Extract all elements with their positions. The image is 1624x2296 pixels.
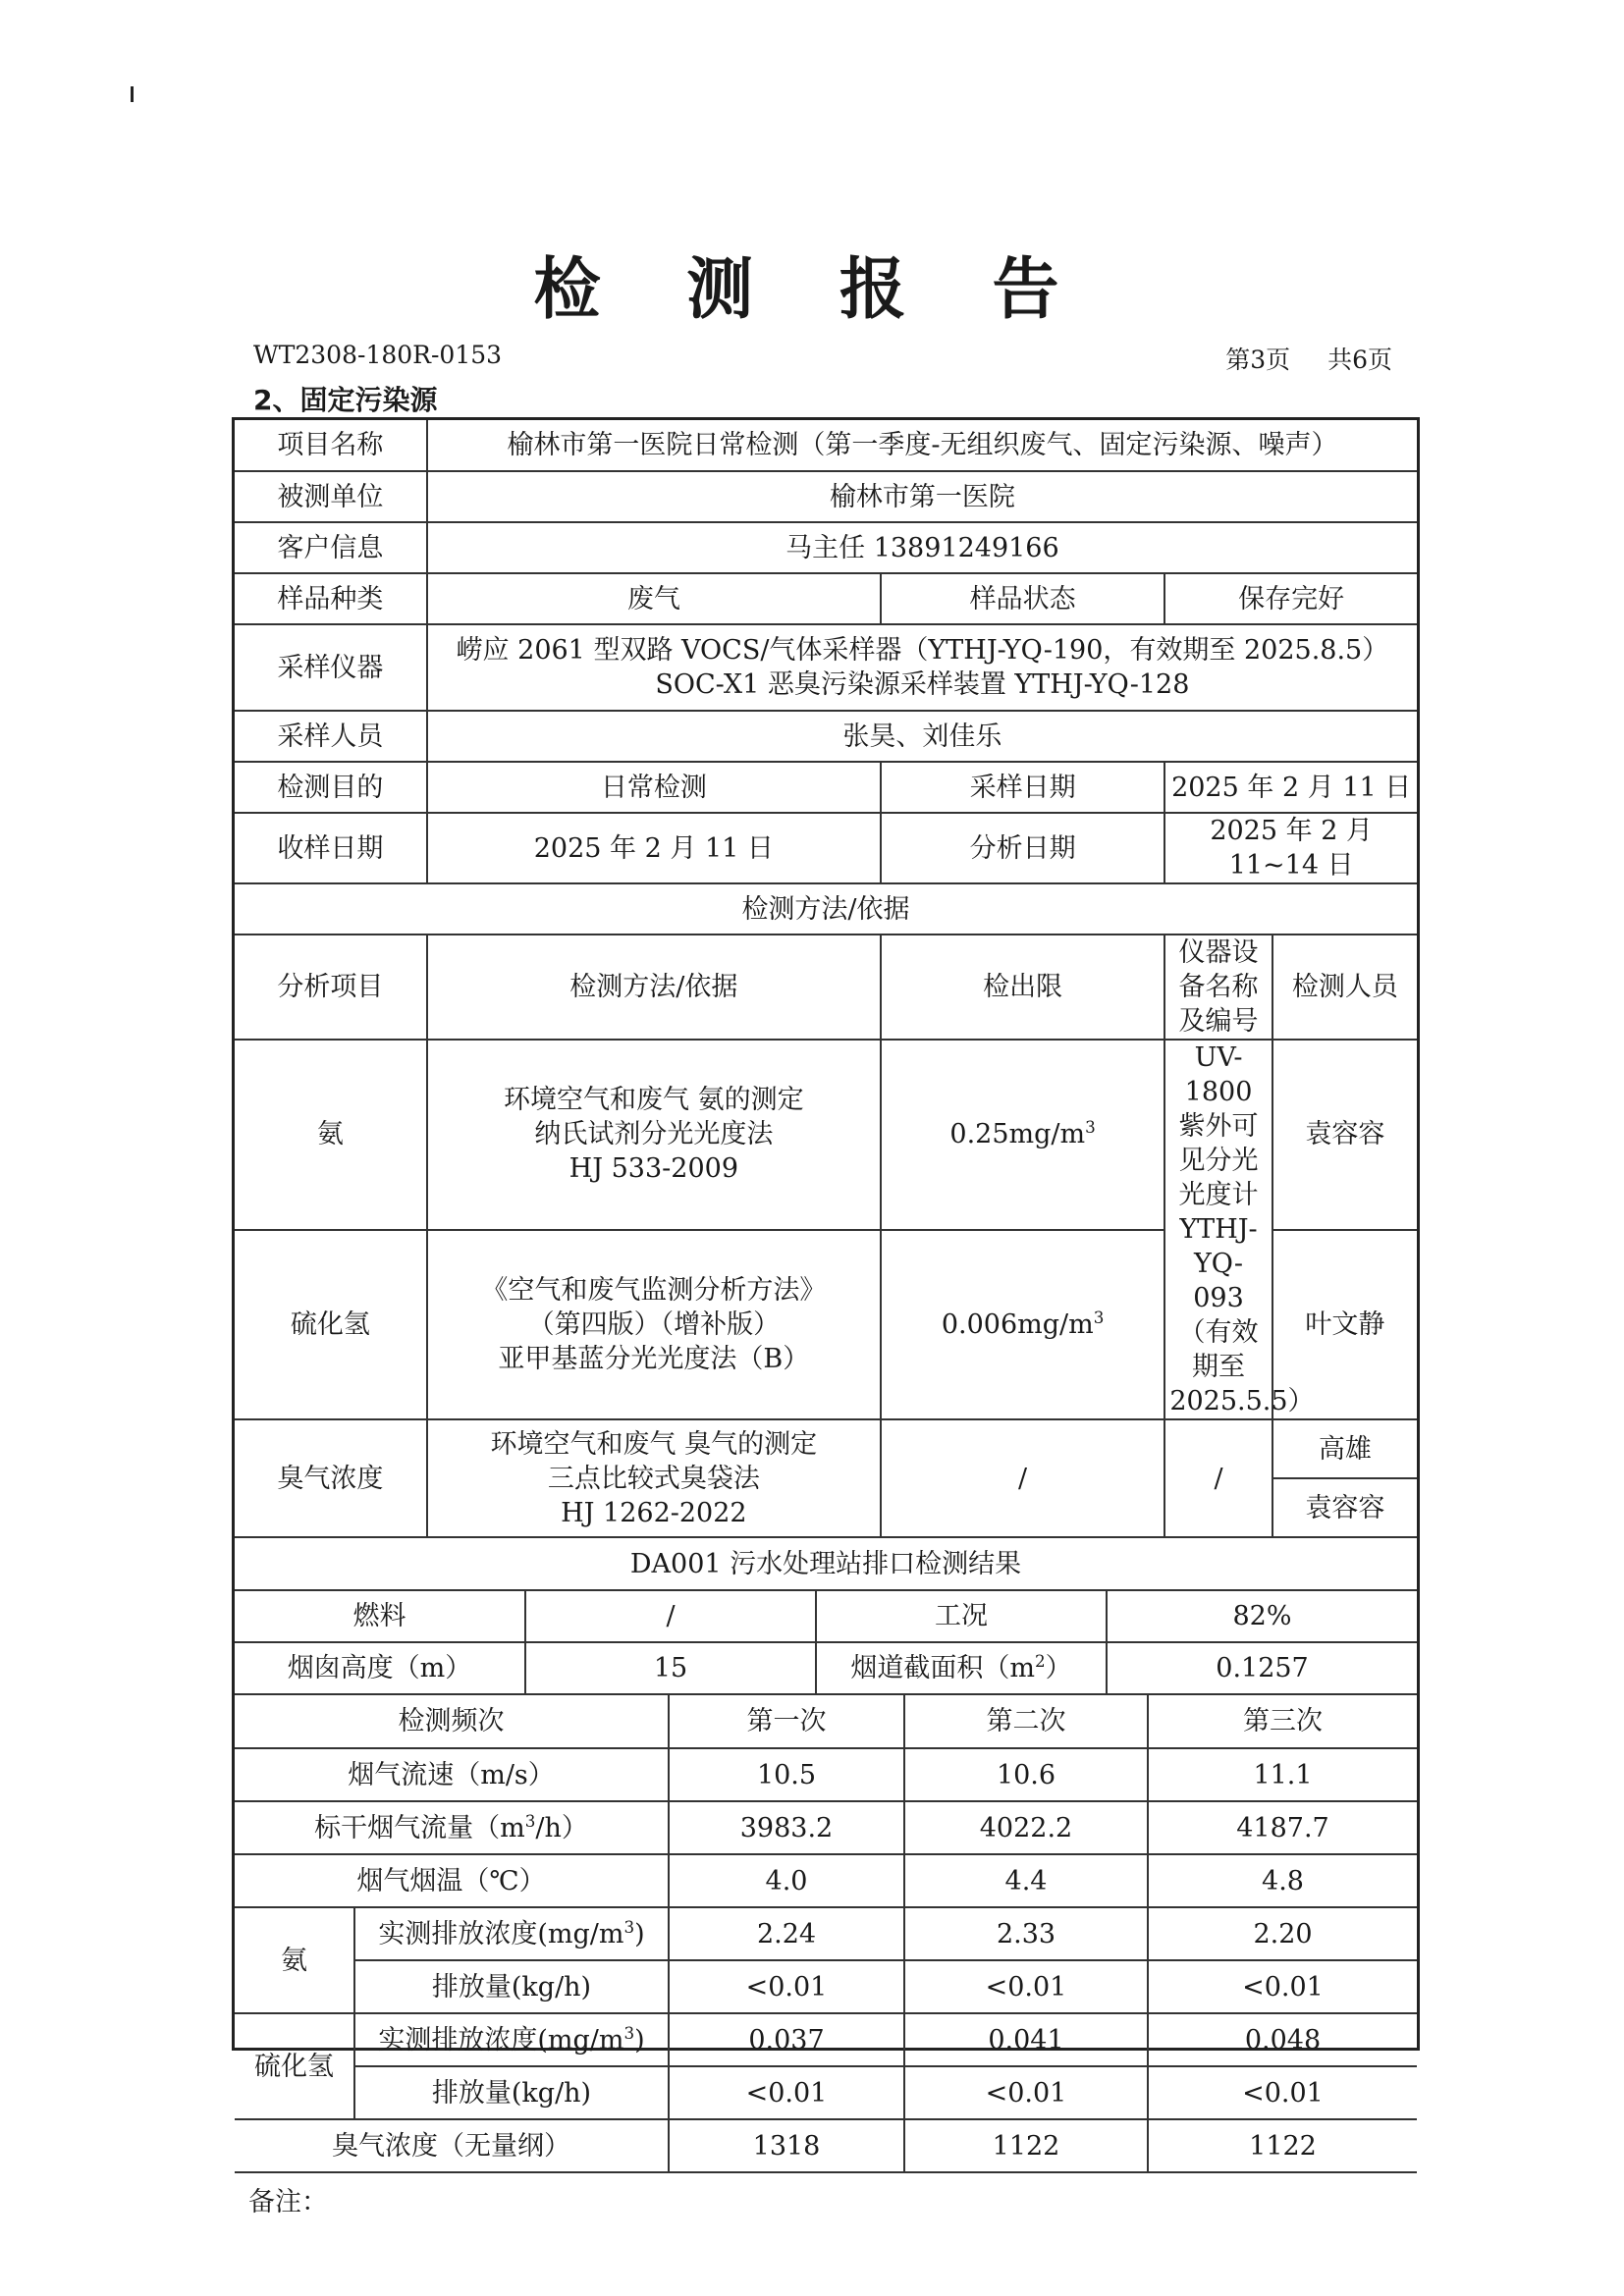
method-nh3-line-3: HJ 533-2009 bbox=[568, 1153, 738, 1185]
project-label: 项目名称 bbox=[235, 420, 427, 471]
instrument-line-2: SOC-X1 恶臭污染源采样装置 YTHJ-YQ-128 bbox=[655, 669, 1190, 700]
dates-row bbox=[235, 813, 1417, 883]
method-basis-h2s bbox=[427, 1230, 881, 1420]
flow-label bbox=[235, 1801, 669, 1854]
run-1-header: 第一次 bbox=[669, 1695, 904, 1748]
method-odor-line-3: HJ 1262-2022 bbox=[561, 1497, 747, 1528]
report-number: WT2308-180R-0153 bbox=[253, 341, 503, 369]
person-h2s: 叶文静 bbox=[1272, 1230, 1417, 1420]
document-title: 检 测 报 告 bbox=[533, 251, 1091, 329]
method-h2s-line-1: 《空气和废气监测分析方法》 bbox=[481, 1274, 827, 1306]
header-person: 检测人员 bbox=[1272, 934, 1417, 1040]
duct-area-label bbox=[816, 1642, 1107, 1694]
project-row bbox=[235, 420, 1417, 471]
h2s-rate-2: <0.01 bbox=[904, 2066, 1148, 2119]
h2s-conc-label-text: 实测排放浓度(mg/m bbox=[378, 2024, 624, 2056]
purpose-value: 日常检测 bbox=[427, 762, 881, 813]
receive-date-value: 2025 年 2 月 11 日 bbox=[427, 813, 881, 883]
h2s-conc-3: 0.048 bbox=[1148, 2013, 1417, 2066]
instrument-label: 采样仪器 bbox=[235, 624, 427, 711]
stack-height-value: 15 bbox=[525, 1642, 816, 1694]
run-3-header: 第三次 bbox=[1148, 1695, 1417, 1748]
sampling-date-label: 采样日期 bbox=[881, 762, 1164, 813]
info-method-table bbox=[235, 420, 1417, 1538]
client-row bbox=[235, 522, 1417, 573]
section-heading: 2、固定污染源 bbox=[253, 384, 438, 416]
temp-3: 4.8 bbox=[1148, 1854, 1417, 1907]
odor-3: 1122 bbox=[1148, 2119, 1417, 2172]
h2s-conc-sup: 3 bbox=[623, 2022, 635, 2043]
method-item-nh3: 氨 bbox=[235, 1040, 427, 1230]
method-nh3-line-1: 环境空气和废气 氨的测定 bbox=[504, 1085, 804, 1116]
method-odor-line-2: 三点比较式臭袋法 bbox=[547, 1463, 760, 1494]
nh3-rate-label: 排放量(kg/h) bbox=[354, 1960, 669, 2013]
method-basis-nh3 bbox=[427, 1040, 881, 1230]
flow-row bbox=[235, 1801, 1417, 1854]
page-total: 共6页 bbox=[1327, 346, 1392, 374]
sample-state-label: 样品状态 bbox=[881, 573, 1164, 624]
page-number: 第3页 bbox=[1225, 346, 1291, 374]
odor-2: 1122 bbox=[904, 2119, 1148, 2172]
freq-row bbox=[235, 1695, 1417, 1748]
run-2-header: 第二次 bbox=[904, 1695, 1148, 1748]
nh3-label: 氨 bbox=[235, 1907, 354, 2013]
methods-title-row bbox=[235, 883, 1417, 934]
method-h2s-line-3: 亚甲基蓝分光光度法（B） bbox=[498, 1343, 810, 1374]
method-row-nh3 bbox=[235, 1040, 1417, 1230]
nh3-conc-3: 2.20 bbox=[1148, 1907, 1417, 1960]
analysis-date-value: 2025 年 2 月 11~14 日 bbox=[1164, 813, 1417, 883]
duct-area-value: 0.1257 bbox=[1107, 1642, 1417, 1694]
methods-header-row bbox=[235, 934, 1417, 1040]
header-item: 分析项目 bbox=[235, 934, 427, 1040]
equipment-line-4: （有效期至 bbox=[1178, 1317, 1259, 1382]
nh3-rate-1: <0.01 bbox=[669, 1960, 904, 2013]
detection-limit-odor: / bbox=[881, 1419, 1164, 1537]
unit-value: 榆林市第一医院 bbox=[427, 471, 1417, 522]
duct-area-suffix: ） bbox=[1045, 1653, 1072, 1683]
method-item-odor: 臭气浓度 bbox=[235, 1419, 427, 1537]
h2s-conc-label bbox=[354, 2013, 669, 2066]
person-odor-2: 袁容容 bbox=[1272, 1478, 1417, 1537]
person-nh3: 袁容容 bbox=[1272, 1040, 1417, 1230]
header-method: 检测方法/依据 bbox=[427, 934, 881, 1040]
report-table-frame bbox=[232, 417, 1420, 2217]
detection-limit-h2s bbox=[881, 1230, 1164, 1420]
equipment-line-5: 2025.5.5） bbox=[1169, 1386, 1315, 1416]
receive-date-label: 收样日期 bbox=[235, 813, 427, 883]
flow-1: 3983.2 bbox=[669, 1801, 904, 1854]
client-label: 客户信息 bbox=[235, 522, 427, 573]
equipment-odor: / bbox=[1164, 1419, 1272, 1537]
flow-2: 4022.2 bbox=[904, 1801, 1148, 1854]
fuel-row bbox=[235, 1590, 1417, 1642]
odor-1: 1318 bbox=[669, 2119, 904, 2172]
project-value: 榆林市第一医院日常检测（第一季度-无组织废气、固定污染源、噪声） bbox=[427, 420, 1417, 471]
header-equipment bbox=[1164, 934, 1272, 1040]
h2s-conc-1: 0.037 bbox=[669, 2013, 904, 2066]
limit-nh3-value: 0.25mg/m bbox=[949, 1119, 1086, 1150]
method-basis-odor bbox=[427, 1419, 881, 1537]
client-value: 马主任 13891249166 bbox=[427, 522, 1417, 573]
detection-limit-nh3 bbox=[881, 1040, 1164, 1230]
remark-label: 备注： bbox=[235, 2172, 1417, 2231]
h2s-label: 硫化氢 bbox=[235, 2013, 354, 2119]
page-indicator bbox=[1225, 341, 1392, 376]
temp-row bbox=[235, 1854, 1417, 1907]
method-row-odor bbox=[235, 1419, 1417, 1478]
odor-row bbox=[235, 2119, 1417, 2172]
header-equipment-line-1: 仪器设备名称 bbox=[1178, 937, 1259, 1002]
sampler-row bbox=[235, 711, 1417, 762]
results-title: DA001 污水处理站排口检测结果 bbox=[235, 1538, 1417, 1590]
h2s-rate-row bbox=[235, 2066, 1417, 2119]
nh3-rate-2: <0.01 bbox=[904, 1960, 1148, 2013]
header-equipment-line-2: 及编号 bbox=[1178, 1006, 1259, 1037]
sampler-label: 采样人员 bbox=[235, 711, 427, 762]
flow-label-text: 标干烟气流量（m bbox=[314, 1812, 525, 1843]
stack-info-table bbox=[235, 1538, 1417, 1695]
fuel-label: 燃料 bbox=[235, 1590, 525, 1642]
velocity-2: 10.6 bbox=[904, 1748, 1148, 1801]
flow-suffix: /h） bbox=[535, 1812, 588, 1843]
instrument-value bbox=[427, 624, 1417, 711]
sample-state-value: 保存完好 bbox=[1164, 573, 1417, 624]
equipment-line-2: 见分光光度计 bbox=[1178, 1146, 1259, 1210]
methods-section-title: 检测方法/依据 bbox=[235, 883, 1417, 934]
temp-1: 4.0 bbox=[669, 1854, 904, 1907]
velocity-row bbox=[235, 1748, 1417, 1801]
sample-type-label: 样品种类 bbox=[235, 573, 427, 624]
limit-nh3-sup: 3 bbox=[1085, 1117, 1096, 1138]
sampler-value: 张昊、刘佳乐 bbox=[427, 711, 1417, 762]
nh3-conc-sup: 3 bbox=[623, 1916, 635, 1937]
sample-row bbox=[235, 573, 1417, 624]
purpose-label: 检测目的 bbox=[235, 762, 427, 813]
temp-2: 4.4 bbox=[904, 1854, 1148, 1907]
equipment-line-3: YTHJ-YQ-093 bbox=[1179, 1214, 1258, 1313]
flow-sup: 3 bbox=[524, 1810, 536, 1831]
flow-3: 4187.7 bbox=[1148, 1801, 1417, 1854]
limit-h2s-value: 0.006mg/m bbox=[941, 1308, 1094, 1340]
h2s-rate-label: 排放量(kg/h) bbox=[354, 2066, 669, 2119]
nh3-rate-3: <0.01 bbox=[1148, 1960, 1417, 2013]
method-nh3-line-2: 纳氏试剂分光光度法 bbox=[534, 1119, 774, 1150]
duct-area-sup: 2 bbox=[1034, 1651, 1046, 1671]
unit-label: 被测单位 bbox=[235, 471, 427, 522]
nh3-rate-row bbox=[235, 1960, 1417, 2013]
velocity-1: 10.5 bbox=[669, 1748, 904, 1801]
nh3-conc-label bbox=[354, 1907, 669, 1960]
h2s-conc-suffix: ) bbox=[634, 2024, 645, 2056]
equipment-line-1: UV-1800 紫外可 bbox=[1178, 1042, 1259, 1142]
velocity-3: 11.1 bbox=[1148, 1748, 1417, 1801]
stack-row bbox=[235, 1642, 1417, 1694]
person-odor-1: 高雄 bbox=[1272, 1419, 1417, 1478]
method-item-h2s: 硫化氢 bbox=[235, 1230, 427, 1420]
duct-area-label-text: 烟道截面积（m bbox=[850, 1653, 1035, 1683]
limit-h2s-sup: 3 bbox=[1093, 1307, 1105, 1327]
sample-type-value: 废气 bbox=[427, 573, 881, 624]
h2s-conc-row bbox=[235, 2013, 1417, 2066]
sampling-date-value: 2025 年 2 月 11 日 bbox=[1164, 762, 1417, 813]
remark-row bbox=[235, 2172, 1417, 2231]
results-table bbox=[235, 1695, 1417, 2231]
unit-row bbox=[235, 471, 1417, 522]
instrument-row bbox=[235, 624, 1417, 711]
h2s-rate-3: <0.01 bbox=[1148, 2066, 1417, 2119]
odor-label: 臭气浓度（无量纲） bbox=[235, 2119, 669, 2172]
stack-height-label: 烟囱高度（m） bbox=[235, 1642, 525, 1694]
analysis-date-label: 分析日期 bbox=[881, 813, 1164, 883]
velocity-label: 烟气流速（m/s） bbox=[235, 1748, 669, 1801]
condition-value: 82% bbox=[1107, 1590, 1417, 1642]
fuel-value: / bbox=[525, 1590, 816, 1642]
scan-mark bbox=[131, 86, 134, 102]
equipment-shared bbox=[1164, 1040, 1315, 1419]
temp-label: 烟气烟温（℃） bbox=[235, 1854, 669, 1907]
nh3-conc-label-text: 实测排放浓度(mg/m bbox=[378, 1918, 624, 1949]
method-odor-line-1: 环境空气和废气 臭气的测定 bbox=[490, 1428, 818, 1460]
h2s-rate-1: <0.01 bbox=[669, 2066, 904, 2119]
nh3-conc-1: 2.24 bbox=[669, 1907, 904, 1960]
freq-label: 检测频次 bbox=[235, 1695, 669, 1748]
nh3-conc-suffix: ) bbox=[634, 1918, 645, 1949]
purpose-row bbox=[235, 762, 1417, 813]
results-title-row bbox=[235, 1538, 1417, 1590]
nh3-conc-row bbox=[235, 1907, 1417, 1960]
condition-label: 工况 bbox=[816, 1590, 1107, 1642]
method-h2s-line-2: （第四版）（增补版） bbox=[527, 1308, 781, 1340]
header-limit: 检出限 bbox=[881, 934, 1164, 1040]
h2s-conc-2: 0.041 bbox=[904, 2013, 1148, 2066]
nh3-conc-2: 2.33 bbox=[904, 1907, 1148, 1960]
instrument-line-1: 崂应 2061 型双路 VOCS/气体采样器（YTHJ-YQ-190，有效期至 2025.8.5） bbox=[456, 635, 1389, 666]
